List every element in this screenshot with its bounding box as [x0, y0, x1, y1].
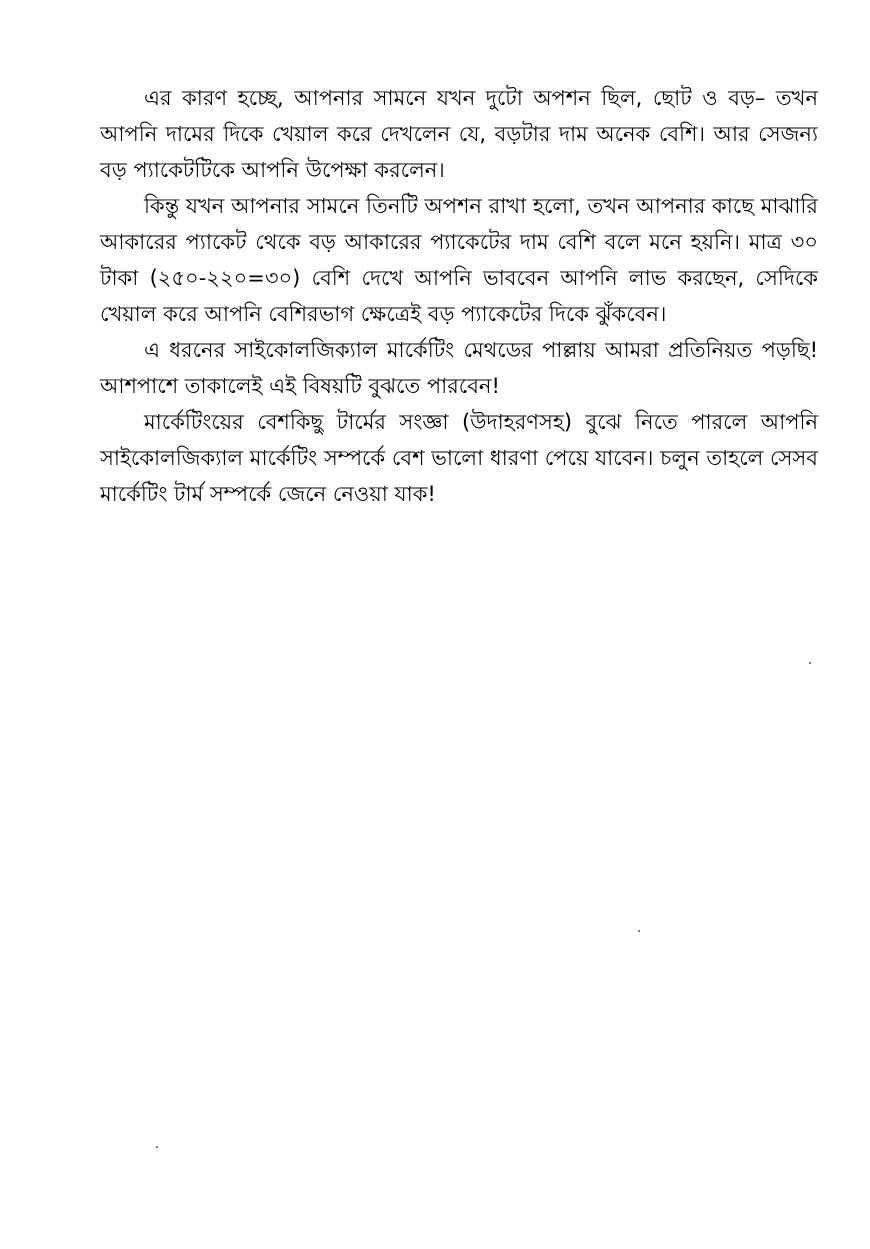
- paragraph-4: মার্কেটিংয়ের বেশকিছু টার্মের সংজ্ঞা (উদাহরণসহ) বুঝে নিতে পারলে আপনি সাইকোলজিক্যাল মার্কেটিং সম্পর্কে বেশ ভালো ধারণা পেয়ে যাবেন। চলুন তাহলে সেসব মার্কেটিং টার্ম সম্পর্কে জেনে নেওয়া যাক!: [100, 410, 818, 506]
- scan-speck: [156, 1146, 158, 1148]
- paragraph-2: কিন্তু যখন আপনার সামনে তিনটি অপশন রাখা হলো, তখন আপনার কাছে মাঝারি আকারের প্যাকেট থেকে বড় আকারের প্যাকেটের দাম বেশি বলে মনে হয়নি। মাত্র ৩০ টাকা (২৫০-২২০=৩০) বেশি দেখে আপনি ভাববেন আপনি লাভ করছেন, সেদিকে খেয়াল করে আপনি বেশিরভাগ ক্ষেত্রেই বড় প্যাকেটের দিকে ঝুঁকবেন।: [100, 194, 818, 326]
- paragraph-1: এর কারণ হচ্ছে, আপনার সামনে যখন দুটো অপশন ছিল, ছোট ও বড়– তখন আপনি দামের দিকে খেয়াল করে দেখলেন যে, বড়টার দাম অনেক বেশি। আর সেজন্য বড় প্যাকেটটিকে আপনি উপেক্ষা করলেন।: [100, 86, 818, 182]
- body-text: [100, 80, 818, 512]
- scan-speck: [638, 930, 640, 932]
- paragraph-3: এ ধরনের সাইকোলজিক্যাল মার্কেটিং মেথডের পাল্লায় আমরা প্রতিনিয়ত পড়ছি! আশপাশে তাকালেই এই বিষয়টি বুঝতে পারবেন!: [100, 338, 818, 398]
- scan-speck: [809, 662, 811, 664]
